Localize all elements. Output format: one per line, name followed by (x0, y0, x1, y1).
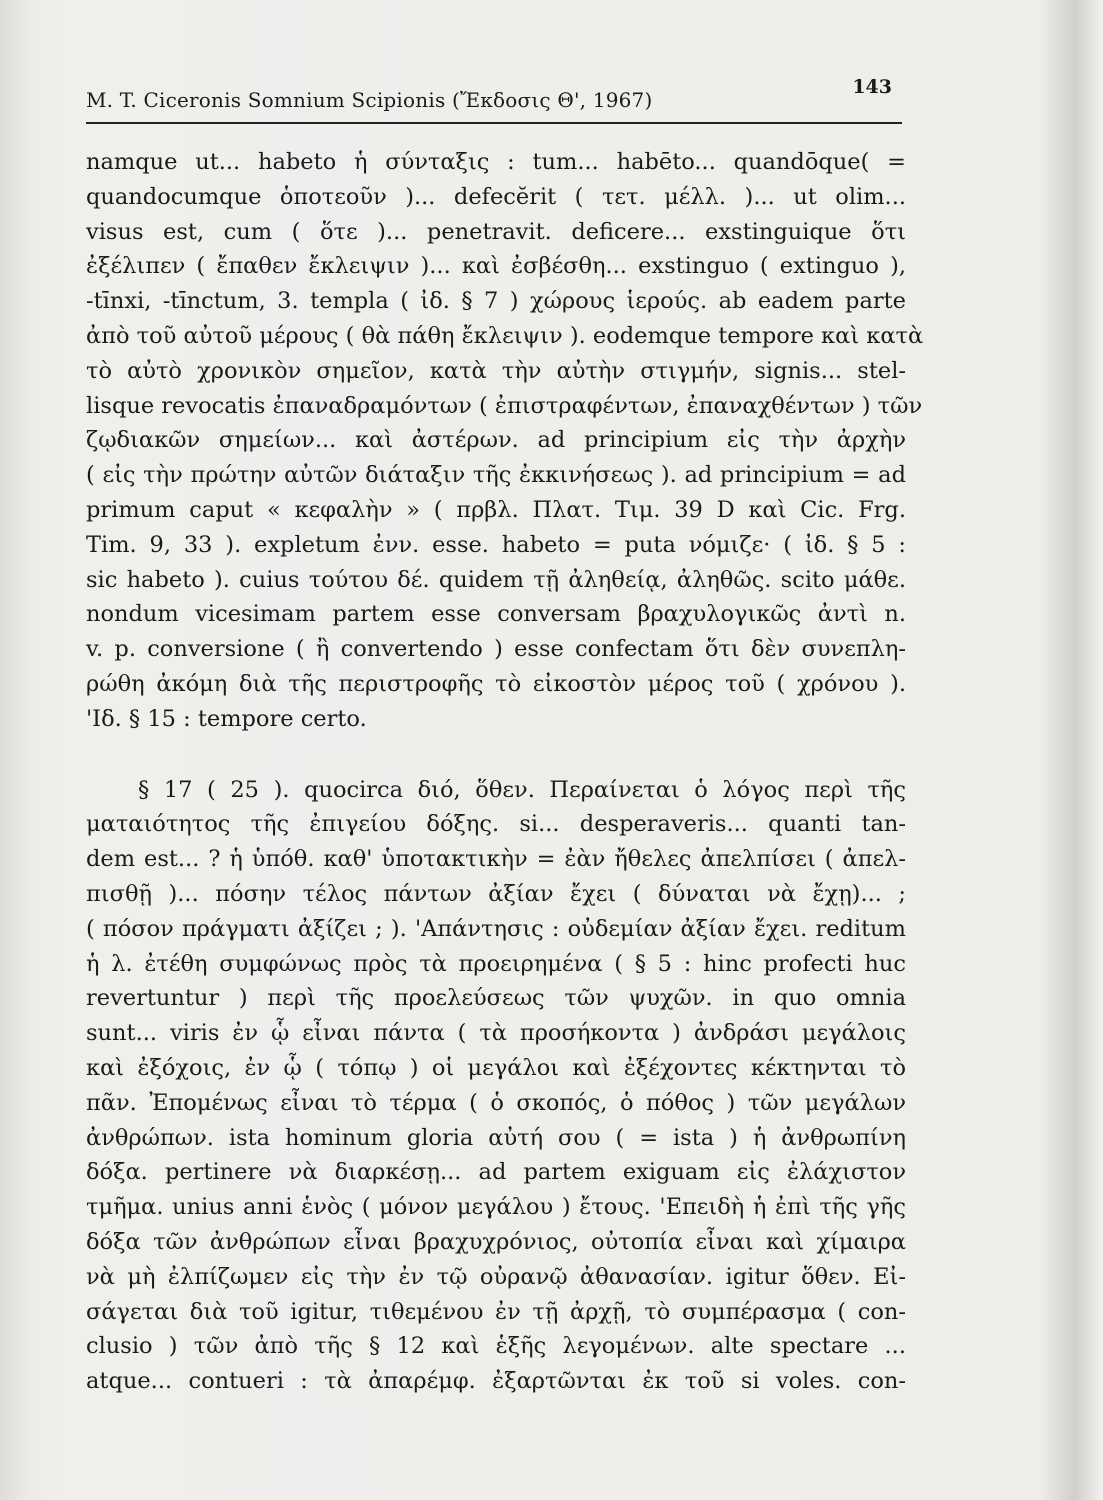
text-line: dem est... ? ἡ ὑπόθ. καθ' ὑποτακτικὴν = ἐὰν ἤθελες ἀπελπίσει ( ἀπελ- (86, 846, 906, 873)
text-line: ( εἰς τὴν πρώτην αὐτῶν διάταξιν τῆς ἐκκινήσεως ). ad principium = ad (86, 462, 906, 489)
paragraph-2 (86, 773, 906, 1399)
text-line: lisque revocatis ἐπαναδραμόντων ( ἐπιστραφέντων, ἐπαναχθέντων ) τῶν (86, 392, 923, 419)
running-title: M. T. Ciceronis Somnium Scipionis (Ἔκδοσις Θ', 1967) (86, 88, 653, 112)
page-header (86, 76, 902, 124)
text-line: δόξα. pertinere νὰ διαρκέσῃ... ad partem exiguam εἰς ἐλάχιστον (86, 1159, 906, 1186)
text-line: § 17 ( 25 ). quocirca διό, ὅθεν. Περαίνεται ὁ λόγος περὶ τῆς (138, 776, 906, 803)
text-line: ματαιότητος τῆς ἐπιγείου δόξης. si... desperaveris... quanti tan- (86, 811, 906, 838)
text-line: σάγεται διὰ τοῦ igitur, τιθεμένου ἐν τῇ ἀρχῇ, τὸ συμπέρασμα ( con- (86, 1298, 906, 1325)
text-line: τὸ αὐτὸ χρονικὸν σημεῖον, κατὰ τὴν αὐτὴν στιγμήν, signis... stel- (86, 357, 906, 384)
text-line: πισθῇ )... πόσην τέλος πάντων ἀξίαν ἔχει ( δύναται νὰ ἔχῃ)... ; (86, 880, 906, 907)
text-line: πᾶν. Ἐπομένως εἶναι τὸ τέρμα ( ὁ σκοπός, ὁ πόθος ) τῶν μεγάλων (86, 1089, 906, 1116)
paragraph-1 (86, 145, 924, 737)
text-line: νὰ μὴ ἐλπίζωμεν εἰς τὴν ἐν τῷ οὐρανῷ ἀθανασίαν. igitur ὅθεν. Εἰ- (86, 1263, 906, 1290)
text-line: nondum vicesimam partem esse conversam βραχυλογικῶς ἀντὶ n. (86, 601, 906, 628)
text-line: ἡ λ. ἐτέθη συμφώνως πρὸς τὰ προειρημένα ( § 5 : hinc profecti huc (86, 950, 906, 977)
text-line: ρώθη ἀκόμη διὰ τῆς περιστροφῆς τὸ εἰκοστὸν μέρος τοῦ ( χρόνου ). (86, 670, 906, 697)
text-line: sunt... viris ἐν ᾧ εἶναι πάντα ( τὰ προσήκοντα ) ἀνδράσι μεγάλοις (86, 1020, 906, 1047)
text-line: ἀνθρώπων. ista hominum gloria αὐτή σου ( = ista ) ἡ ἀνθρωπίνη (86, 1124, 906, 1151)
text-line: revertuntur ) περὶ τῆς προελεύσεως τῶν ψυχῶν. in quo omnia (86, 985, 906, 1012)
page-number: 143 (852, 76, 892, 98)
text-line: δόξα τῶν ἀνθρώπων εἶναι βραχυχρόνιος, οὐτοπία εἶναι καὶ χίμαιρα (86, 1228, 906, 1255)
text-line: primum caput « κεφαλὴν » ( πρβλ. Πλατ. Τιμ. 39 D καὶ Cic. Frg. (86, 496, 906, 523)
text-line: τμῆμα. unius anni ἑνὸς ( μόνον μεγάλου ) ἔτους. 'Επειδὴ ἡ ἐπὶ τῆς γῆς (86, 1194, 906, 1221)
text-line: atque... contueri : τὰ ἀπαρέμφ. ἐξαρτῶνται ἐκ τοῦ si voles. con- (86, 1368, 906, 1395)
text-line: ( πόσον πράγματι ἀξίζει ; ). 'Απάντησις : οὐδεμίαν ἀξίαν ἔχει. reditum (86, 915, 906, 942)
text-line: ἀπὸ τοῦ αὐτοῦ μέρους ( θὰ πάθη ἔκλειψιν ). eodemque tempore καὶ κατὰ (86, 322, 924, 349)
text-line: Tim. 9, 33 ). expletum ἐνν. esse. habeto = puta νόμιζε· ( ἰδ. § 5 : (86, 531, 906, 558)
text-line: namque ut... habeto ἡ σύνταξις : tum... habēto... quandōque( = (86, 149, 906, 175)
commentary-text (86, 145, 924, 1399)
text-line: ζῳδιακῶν σημείων... καὶ ἀστέρων. ad principium εἰς τὴν ἀρχὴν (86, 427, 906, 454)
text-line: visus est, cum ( ὅτε )... penetravit. deficere... exstinguique ὅτι (86, 218, 906, 245)
text-line: sic habeto ). cuius τούτου δέ. quidem τῇ ἀληθείᾳ, ἀληθῶς. scito μάθε. (86, 566, 906, 593)
text-line: ἐξέλιπεν ( ἔπαθεν ἔκλειψιν )... καὶ ἐσβέσθη... exstinguo ( extinguo ), (86, 253, 906, 280)
text-line: -tīnxi, -tīnctum, 3. templa ( ἰδ. § 7 ) χώρους ἱερούς. ab eadem parte (86, 288, 906, 315)
text-line: v. p. conversione ( ἢ convertendo ) esse confectam ὅτι δὲν συνεπλη- (86, 636, 906, 663)
paragraph-gap (86, 737, 906, 773)
text-line: καὶ ἐξόχοις, ἐν ᾧ ( τόπῳ ) οἱ μεγάλοι καὶ ἐξέχοντες κέκτηνται τὸ (86, 1054, 906, 1081)
text-line: quandocumque ὁποτεοῦν )... defecĕrit ( τετ. μέλλ. )... ut olim... (86, 183, 906, 210)
text-line: clusio ) τῶν ἀπὸ τῆς § 12 καὶ ἑξῆς λεγομένων. alte spectare ... (86, 1333, 906, 1360)
text-line: 'Ιδ. § 15 : tempore certo. (86, 705, 367, 732)
